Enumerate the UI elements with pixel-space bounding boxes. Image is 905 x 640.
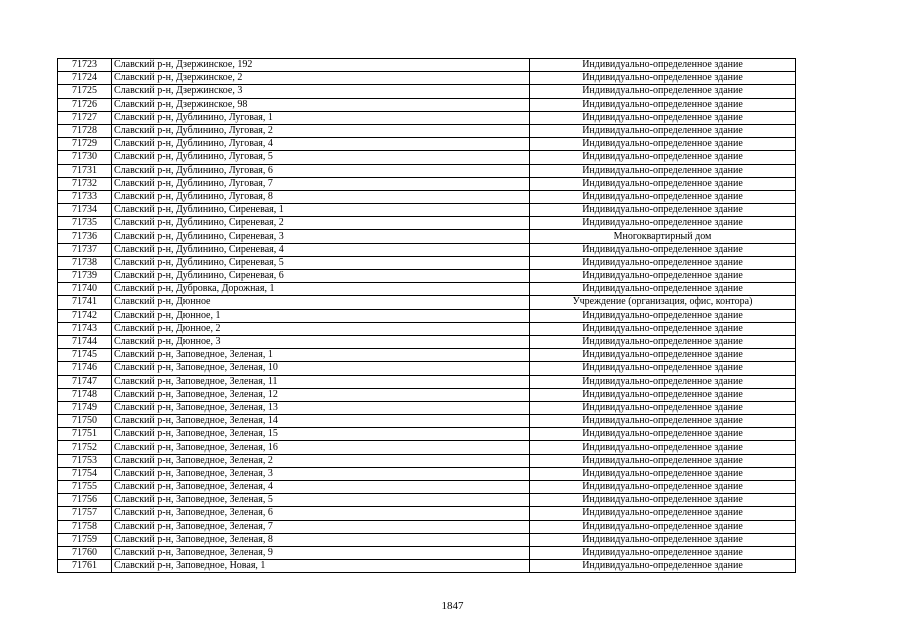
table-row [58,59,796,72]
row-number-cell: 71755 [58,481,112,494]
object-type-cell: Индивидуально-определенное здание [530,124,796,137]
row-number-cell: 71743 [58,322,112,335]
row-number-cell: 71751 [58,428,112,441]
object-type-cell: Индивидуально-определенное здание [530,481,796,494]
table-row [58,322,796,335]
table-row [58,362,796,375]
address-cell: Славский р-н, Дублинино, Сиреневая, 5 [112,256,530,269]
table-row [58,204,796,217]
address-cell: Славский р-н, Заповедное, Зеленая, 15 [112,428,530,441]
registry-table [57,58,796,573]
table-row [58,243,796,256]
row-number-cell: 71747 [58,375,112,388]
row-number-cell: 71742 [58,309,112,322]
row-number-cell: 71730 [58,151,112,164]
row-number-cell: 71726 [58,98,112,111]
object-type-cell: Индивидуально-определенное здание [530,388,796,401]
table-row [58,217,796,230]
row-number-cell: 71723 [58,59,112,72]
row-number-cell: 71740 [58,283,112,296]
address-cell: Славский р-н, Заповедное, Зеленая, 14 [112,415,530,428]
row-number-cell: 71760 [58,546,112,559]
address-cell: Славский р-н, Дзержинское, 192 [112,59,530,72]
registry-table-body [58,59,796,573]
row-number-cell: 71750 [58,415,112,428]
row-number-cell: 71745 [58,349,112,362]
address-cell: Славский р-н, Заповедное, Зеленая, 2 [112,454,530,467]
row-number-cell: 71741 [58,296,112,309]
object-type-cell: Индивидуально-определенное здание [530,85,796,98]
row-number-cell: 71734 [58,204,112,217]
row-number-cell: 71748 [58,388,112,401]
table-row [58,533,796,546]
table-row [58,138,796,151]
row-number-cell: 71752 [58,441,112,454]
address-cell: Славский р-н, Заповедное, Зеленая, 13 [112,401,530,414]
table-row [58,335,796,348]
address-cell: Славский р-н, Заповедное, Зеленая, 11 [112,375,530,388]
address-cell: Славский р-н, Дублинино, Луговая, 1 [112,111,530,124]
object-type-cell: Индивидуально-определенное здание [530,362,796,375]
row-number-cell: 71759 [58,533,112,546]
object-type-cell: Индивидуально-определенное здание [530,441,796,454]
table-row [58,401,796,414]
table-row [58,454,796,467]
row-number-cell: 71731 [58,164,112,177]
table-row [58,85,796,98]
address-cell: Славский р-н, Дюнное, 1 [112,309,530,322]
object-type-cell: Индивидуально-определенное здание [530,111,796,124]
row-number-cell: 71738 [58,256,112,269]
row-number-cell: 71733 [58,190,112,203]
row-number-cell: 71753 [58,454,112,467]
object-type-cell: Индивидуально-определенное здание [530,322,796,335]
table-row [58,388,796,401]
object-type-cell: Индивидуально-определенное здание [530,494,796,507]
row-number-cell: 71757 [58,507,112,520]
row-number-cell: 71736 [58,230,112,243]
object-type-cell: Индивидуально-определенное здание [530,138,796,151]
row-number-cell: 71756 [58,494,112,507]
address-cell: Славский р-н, Дублинино, Сиреневая, 1 [112,204,530,217]
object-type-cell: Индивидуально-определенное здание [530,59,796,72]
table-row [58,283,796,296]
object-type-cell: Индивидуально-определенное здание [530,533,796,546]
page-number: 1847 [441,600,464,612]
row-number-cell: 71724 [58,72,112,85]
row-number-cell: 71739 [58,270,112,283]
address-cell: Славский р-н, Заповедное, Зеленая, 6 [112,507,530,520]
row-number-cell: 71744 [58,335,112,348]
object-type-cell: Учреждение (организация, офис, контора) [530,296,796,309]
address-cell: Славский р-н, Заповедное, Зеленая, 1 [112,349,530,362]
address-cell: Славский р-н, Заповедное, Зеленая, 3 [112,467,530,480]
address-cell: Славский р-н, Дюнное, 2 [112,322,530,335]
row-number-cell: 71761 [58,560,112,573]
address-cell: Славский р-н, Дублинино, Луговая, 2 [112,124,530,137]
row-number-cell: 71746 [58,362,112,375]
address-cell: Славский р-н, Дублинино, Луговая, 4 [112,138,530,151]
address-cell: Славский р-н, Заповедное, Зеленая, 9 [112,546,530,559]
address-cell: Славский р-н, Дзержинское, 2 [112,72,530,85]
table-row [58,190,796,203]
row-number-cell: 71749 [58,401,112,414]
address-cell: Славский р-н, Дюнное [112,296,530,309]
object-type-cell: Индивидуально-определенное здание [530,190,796,203]
table-row [58,375,796,388]
table-row [58,124,796,137]
object-type-cell: Индивидуально-определенное здание [530,401,796,414]
address-cell: Славский р-н, Заповедное, Новая, 1 [112,560,530,573]
object-type-cell: Индивидуально-определенное здание [530,415,796,428]
table-row [58,467,796,480]
row-number-cell: 71758 [58,520,112,533]
row-number-cell: 71725 [58,85,112,98]
table-row [58,270,796,283]
object-type-cell: Индивидуально-определенное здание [530,454,796,467]
table-row [58,520,796,533]
table-row [58,230,796,243]
row-number-cell: 71728 [58,124,112,137]
address-cell: Славский р-н, Дюнное, 3 [112,335,530,348]
address-cell: Славский р-н, Дублинино, Сиреневая, 3 [112,230,530,243]
object-type-cell: Индивидуально-определенное здание [530,72,796,85]
object-type-cell: Индивидуально-определенное здание [530,467,796,480]
object-type-cell: Индивидуально-определенное здание [530,177,796,190]
address-cell: Славский р-н, Дублинино, Луговая, 6 [112,164,530,177]
table-row [58,256,796,269]
table-row [58,507,796,520]
address-cell: Славский р-н, Дублинино, Луговая, 8 [112,190,530,203]
address-cell: Славский р-н, Заповедное, Зеленая, 8 [112,533,530,546]
object-type-cell: Индивидуально-определенное здание [530,335,796,348]
table-row [58,164,796,177]
row-number-cell: 71735 [58,217,112,230]
table-row [58,441,796,454]
address-cell: Славский р-н, Заповедное, Зеленая, 4 [112,481,530,494]
object-type-cell: Индивидуально-определенное здание [530,164,796,177]
address-cell: Славский р-н, Дублинино, Сиреневая, 6 [112,270,530,283]
row-number-cell: 71727 [58,111,112,124]
address-cell: Славский р-н, Дзержинское, 3 [112,85,530,98]
object-type-cell: Индивидуально-определенное здание [530,349,796,362]
row-number-cell: 71737 [58,243,112,256]
table-row [58,98,796,111]
table-row [58,111,796,124]
address-cell: Славский р-н, Дзержинское, 98 [112,98,530,111]
table-row [58,151,796,164]
table-row [58,177,796,190]
address-cell: Славский р-н, Заповедное, Зеленая, 12 [112,388,530,401]
object-type-cell: Индивидуально-определенное здание [530,151,796,164]
address-cell: Славский р-н, Дублинино, Луговая, 7 [112,177,530,190]
object-type-cell: Индивидуально-определенное здание [530,520,796,533]
table-row [58,349,796,362]
table-row [58,546,796,559]
address-cell: Славский р-н, Заповедное, Зеленая, 5 [112,494,530,507]
object-type-cell: Индивидуально-определенное здание [530,507,796,520]
object-type-cell: Индивидуально-определенное здание [530,204,796,217]
object-type-cell: Индивидуально-определенное здание [530,217,796,230]
object-type-cell: Индивидуально-определенное здание [530,546,796,559]
address-cell: Славский р-н, Заповедное, Зеленая, 16 [112,441,530,454]
object-type-cell: Индивидуально-определенное здание [530,375,796,388]
table-row [58,428,796,441]
object-type-cell: Индивидуально-определенное здание [530,98,796,111]
address-cell: Славский р-н, Дублинино, Луговая, 5 [112,151,530,164]
object-type-cell: Индивидуально-определенное здание [530,243,796,256]
table-row [58,72,796,85]
address-cell: Славский р-н, Заповедное, Зеленая, 7 [112,520,530,533]
table-row [58,309,796,322]
object-type-cell: Индивидуально-определенное здание [530,428,796,441]
table-row [58,415,796,428]
address-cell: Славский р-н, Заповедное, Зеленая, 10 [112,362,530,375]
object-type-cell: Индивидуально-определенное здание [530,560,796,573]
table-row [58,481,796,494]
address-cell: Славский р-н, Дубровка, Дорожная, 1 [112,283,530,296]
row-number-cell: 71754 [58,467,112,480]
object-type-cell: Индивидуально-определенное здание [530,309,796,322]
object-type-cell: Индивидуально-определенное здание [530,256,796,269]
object-type-cell: Многоквартирный дом [530,230,796,243]
address-cell: Славский р-н, Дублинино, Сиреневая, 4 [112,243,530,256]
table-row [58,494,796,507]
object-type-cell: Индивидуально-определенное здание [530,283,796,296]
row-number-cell: 71729 [58,138,112,151]
object-type-cell: Индивидуально-определенное здание [530,270,796,283]
table-row [58,296,796,309]
row-number-cell: 71732 [58,177,112,190]
table-row [58,560,796,573]
address-cell: Славский р-н, Дублинино, Сиреневая, 2 [112,217,530,230]
